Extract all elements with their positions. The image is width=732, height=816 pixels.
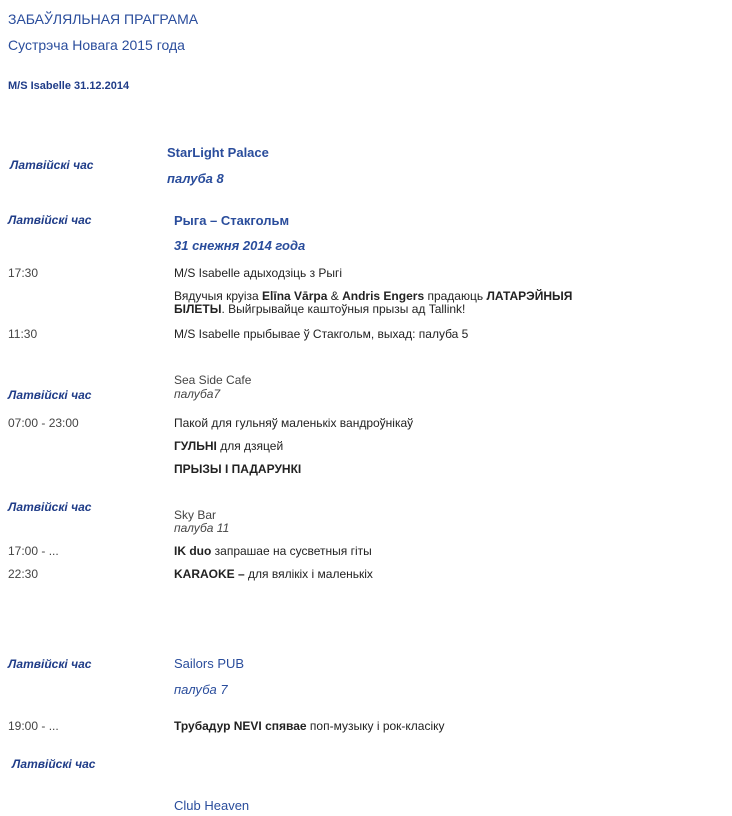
venue-name: Sailors PUB: [174, 656, 245, 671]
event-text: Вядучыя круіза Elīna Vārpa & Andris Engers прадаюць ЛАТАРЭЙНЫЯ БІЛЕТЫ. Выйгрывайце каштоўныя прызы ад Tallink!: [174, 289, 573, 316]
deck-label: палуба 8: [167, 171, 224, 186]
venue-name: Club Heaven: [174, 798, 250, 813]
page-title: ЗАБАЎЛЯЛЬНАЯ ПРАГРАМА: [8, 11, 199, 27]
event-time: 07:00 - 23:00: [8, 416, 79, 430]
event-text: ГУЛЬНІ для дзяцей: [174, 439, 284, 453]
deck-label: палуба 11: [174, 521, 230, 535]
route-date: 31 снежня 2014 года: [174, 238, 306, 253]
event-time: 19:00 - ...: [8, 719, 59, 733]
timezone-label: Латвійскі час: [8, 213, 92, 227]
venue-name: StarLight Palace: [167, 145, 269, 160]
timezone-label: Латвійскі час: [8, 388, 92, 402]
event-time: 11:30: [8, 327, 38, 341]
route-name: Рыга – Стакгольм: [174, 213, 290, 228]
timezone-label: Латвійскі час: [8, 657, 92, 671]
venue-name: Sea Side Cafe: [174, 373, 252, 387]
event-time: 17:30: [8, 266, 39, 280]
timezone-label: Латвійскі час: [8, 500, 92, 514]
event-text: KARAOKE – для вялікіх і маленькіх: [174, 567, 373, 581]
page-subtitle: Сустрэча Новага 2015 года: [8, 37, 185, 53]
event-text: ПРЫЗЫ І ПАДАРУНКІ: [174, 462, 302, 476]
event-text: M/S Isabelle прыбывае ў Стакгольм, выхад: палуба 5: [174, 327, 469, 341]
event-text: Пакой для гульняў маленькіх вандроўнікаў: [174, 416, 414, 430]
event-text: Трубадур NEVI спявае поп-музыку і рок-класіку: [174, 719, 445, 733]
timezone-label: Латвійскі час: [12, 757, 96, 771]
ship-date: M/S Isabelle 31.12.2014: [8, 80, 130, 92]
deck-label: палуба 7: [174, 682, 228, 697]
event-time: 22:30: [8, 567, 39, 581]
event-text: IK duo запрашае на сусветныя гіты: [174, 544, 372, 558]
timezone-label: Латвійскі час: [10, 158, 94, 172]
event-time: 17:00 - ...: [8, 544, 59, 558]
deck-label: палуба7: [174, 387, 221, 401]
event-text: M/S Isabelle адыходзіць з Рыгі: [174, 266, 343, 280]
venue-name: Sky Bar: [174, 508, 217, 522]
